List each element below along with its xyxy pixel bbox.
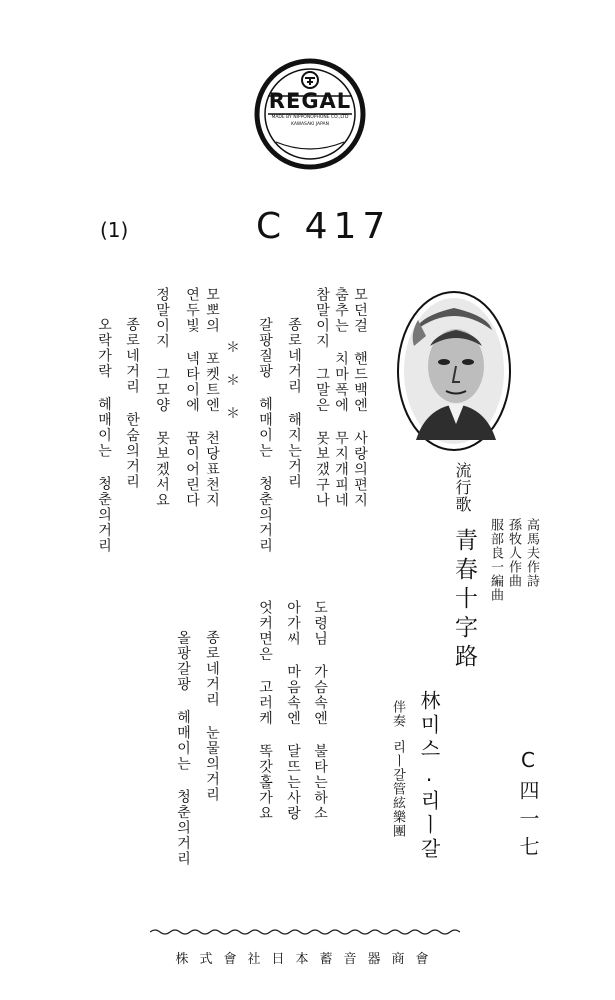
regal-logo	[254, 58, 366, 170]
lyric-line: 오락가락 헤매이는 청춘의거리	[96, 317, 112, 554]
lyric-line: 종로네거리 해지는거리	[286, 317, 302, 490]
catalog-number-vertical: C四一七	[516, 748, 540, 864]
lyric-line: 엇커면은 고러케 똑갓홀가요	[257, 600, 273, 821]
lyric-line: 연두빛 넥타이에 꿈이어린다	[184, 287, 200, 508]
lyric-line: 정말이지 그모양 못보겠서요	[154, 287, 170, 508]
band-credit: 리ㅣ갈管絃樂團	[390, 740, 405, 838]
lyricist-credit: 高馬夫作詩	[524, 518, 539, 588]
lyric-line: 모던걸 핸드백엔 사랑의편지	[352, 287, 368, 508]
wavy-divider	[150, 928, 460, 936]
lyric-line: 갈팡질팡 헤매이는 청춘의거리	[257, 317, 273, 554]
composer-credit: 孫牧人作曲	[506, 518, 521, 588]
regal-seal-icon	[254, 58, 366, 170]
song-title: 青春十字路	[451, 528, 477, 673]
lyric-line: 종로네거리 눈물의거리	[204, 630, 220, 803]
logo-brand: REGAL	[268, 89, 352, 113]
publisher-name: 株式會社日本蓄音器商會	[175, 952, 440, 967]
band-label: 伴奏	[390, 700, 405, 728]
publisher-footer	[0, 948, 615, 967]
logo-location: KAWASAKI JAPAN	[291, 122, 329, 127]
lyric-line: 아가씨 마음속엔 달뜨는사랑	[285, 600, 301, 821]
song-genre: 流行歌	[453, 462, 472, 513]
lyric-line: 참말이지 그말은 못보갰구나	[314, 287, 330, 508]
lyric-line: 춤추는 치마폭에 무지개피네	[333, 287, 349, 508]
singer-portrait	[396, 290, 512, 452]
lyric-line: 도령님 가슴속엔 불타는하소	[312, 600, 328, 821]
arranger-credit: 服部良一編曲	[488, 518, 503, 602]
side-number: (1)	[100, 218, 129, 242]
verse-divider: ＊ ＊ ＊	[224, 340, 240, 422]
catalog-number: C 417	[256, 206, 392, 247]
singer-credit: 林미스.리ㅣ갈	[417, 690, 441, 862]
lyric-line: 올팡갈팡 헤매이는 청춘의거리	[175, 630, 191, 867]
portrait-image	[396, 290, 512, 452]
lyric-line: 모뽀의 포켓트엔 천당표천지	[204, 287, 220, 508]
lyric-line: 종로네거리 한숨의거리	[124, 317, 140, 490]
logo-made-by: MADE BY NIPPONOPHONE CO.,LTD	[271, 115, 349, 120]
